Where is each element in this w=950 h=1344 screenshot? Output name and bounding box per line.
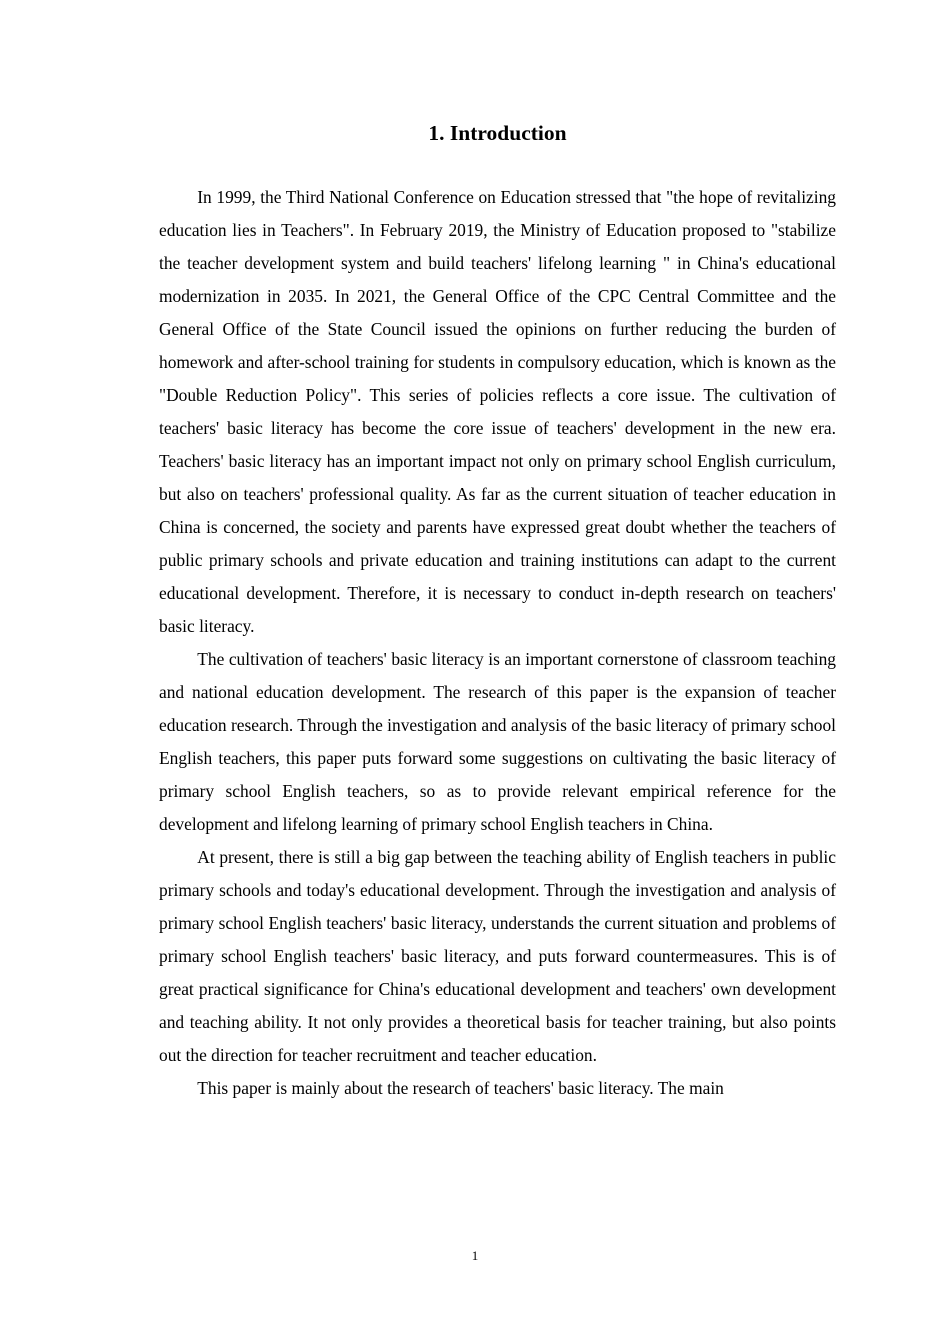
paragraph-3: At present, there is still a big gap between the teaching ability of English teachers in public primary schools and today's educational development. Through the investigation and analysis of primary school English teachers' basic literacy, understands the current situation and problems of primary school English teachers' basic literacy, and puts forward countermeasures. This is of great practical significance for China's educational development and teachers' own development and teaching ability. It not only provides a theoretical basis for teacher training, but also points out the direction for teacher recruitment and teacher education.: [159, 847, 836, 1065]
section-heading: 1. Introduction: [428, 121, 567, 145]
paragraph-4: This paper is mainly about the research of teachers' basic literacy. The main: [197, 1078, 724, 1098]
section-body: [159, 181, 836, 1105]
page-number: 1: [471, 1248, 479, 1263]
paragraph-2: The cultivation of teachers' basic literacy is an important cornerstone of classroom teaching and national education development. The research of this paper is the expansion of teacher education research. Through the investigation and analysis of the basic literacy of primary school English teachers, this paper puts forward some suggestions on cultivating the basic literacy of primary school English teachers, so as to provide relevant empirical reference for the development and lifelong learning of primary school English teachers in China.: [159, 649, 836, 834]
paragraph-1: In 1999, the Third National Conference on Education stressed that "the hope of revitalizing education lies in Teachers". In February 2019, the Ministry of Education proposed to "stabilize the teacher development system and build teachers' lifelong learning " in China's educational modernization in 2035. In 2021, the General Office of the CPC Central Committee and the General Office of the State Council issued the opinions on further reducing the burden of homework and after-school training for students in compulsory education, which is known as the "Double Reduction Policy". This series of policies reflects a core issue. The cultivation of teachers' basic literacy has become the core issue of teachers' development in the new era. Teachers' basic literacy has an important impact not only on primary school English curriculum, but also on teachers' professional quality. As far as the current situation of teacher education in China is concerned, the society and parents have expressed great doubt whether the teachers of public primary schools and private education and training institutions can adapt to the current educational development. Therefore, it is necessary to conduct in-depth research on teachers' basic literacy.: [159, 187, 836, 636]
